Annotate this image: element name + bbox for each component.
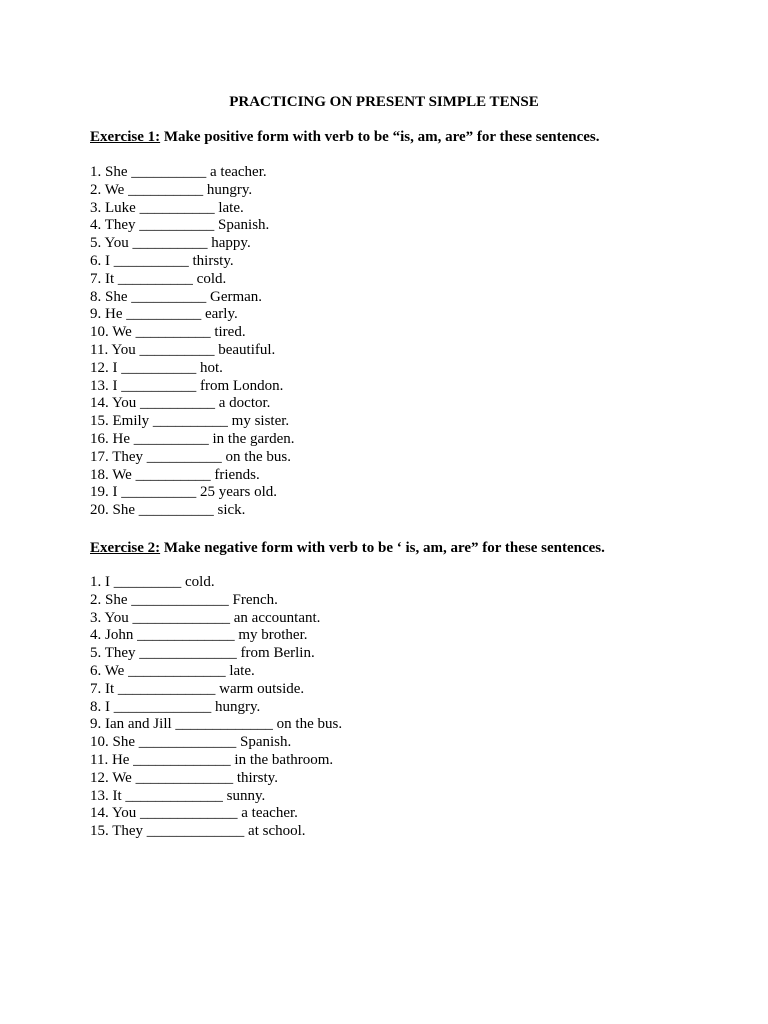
exercise-2-item: 1. I _________ cold. (90, 574, 215, 590)
exercise-2-item: 4. John _____________ my brother. (90, 627, 308, 644)
page-title: PRACTICING ON PRESENT SIMPLE TENSE (229, 94, 539, 110)
exercise-2-item: 5. They _____________ from Berlin. (90, 645, 315, 662)
exercise-1-item: 17. They __________ on the bus. (90, 448, 291, 465)
exercise-2-label: Exercise 2: (90, 540, 161, 556)
exercise-2-item: 15. They _____________ at school. (90, 823, 306, 840)
exercise-1-item: 18. We __________ friends. (90, 466, 260, 483)
exercise-1-item: 11. You __________ beautiful. (90, 341, 276, 358)
exercise-1-item: 6. I __________ thirsty. (90, 252, 234, 269)
exercise-2-item: 3. You _____________ an accountant. (90, 609, 321, 626)
exercise-1-item: 8. She __________ German. (90, 288, 263, 305)
exercise-2-item: 8. I _____________ hungry. (90, 698, 261, 715)
exercise-1-item: 9. He __________ early. (90, 306, 238, 323)
exercise-1-label: Exercise 1: (90, 129, 161, 145)
exercise-2-heading (90, 539, 605, 557)
exercise-2-item: 2. She _____________ French. (90, 591, 278, 608)
exercise-2-item: 6. We _____________ late. (90, 662, 255, 679)
exercise-2-list (90, 574, 342, 841)
exercise-2-item: 7. It _____________ warm outside. (90, 680, 305, 697)
exercise-1-item: 1. She __________ a teacher. (90, 164, 267, 180)
exercise-2-item: 9. Ian and Jill _____________ on the bus. (90, 716, 343, 733)
exercise-2-item: 14. You _____________ a teacher. (90, 805, 298, 822)
exercise-2-instruction: Make negative form with verb to be ‘ is, am, are” for these sentences. (160, 540, 605, 556)
exercise-1-item: 5. You __________ happy. (90, 235, 251, 252)
exercise-1-item: 3. Luke __________ late. (90, 199, 244, 216)
exercise-1-item: 7. It __________ cold. (90, 270, 227, 287)
exercise-1-item: 14. You __________ a doctor. (90, 395, 271, 412)
exercise-1-item: 10. We __________ tired. (90, 324, 246, 341)
exercise-1-item: 20. She __________ sick. (90, 502, 246, 519)
exercise-1-item: 15. Emily __________ my sister. (90, 413, 290, 430)
exercise-2-item: 13. It _____________ sunny. (90, 787, 266, 804)
exercise-1-item: 2. We __________ hungry. (90, 181, 253, 198)
exercise-1-item: 16. He __________ in the garden. (90, 430, 295, 447)
exercise-2-item: 10. She _____________ Spanish. (90, 734, 292, 751)
exercise-1-item: 19. I __________ 25 years old. (90, 484, 278, 501)
exercise-1-item: 4. They __________ Spanish. (90, 217, 270, 234)
exercise-1-item: 12. I __________ hot. (90, 359, 223, 376)
exercise-2-item: 12. We _____________ thirsty. (90, 769, 278, 786)
exercise-1-item: 13. I __________ from London. (90, 377, 284, 394)
exercise-2-item: 11. He _____________ in the bathroom. (90, 751, 334, 768)
exercise-1-list (90, 164, 295, 520)
exercise-1-instruction: Make positive form with verb to be “is, am, are” for these sentences. (160, 129, 600, 145)
exercise-1-heading (90, 128, 600, 146)
